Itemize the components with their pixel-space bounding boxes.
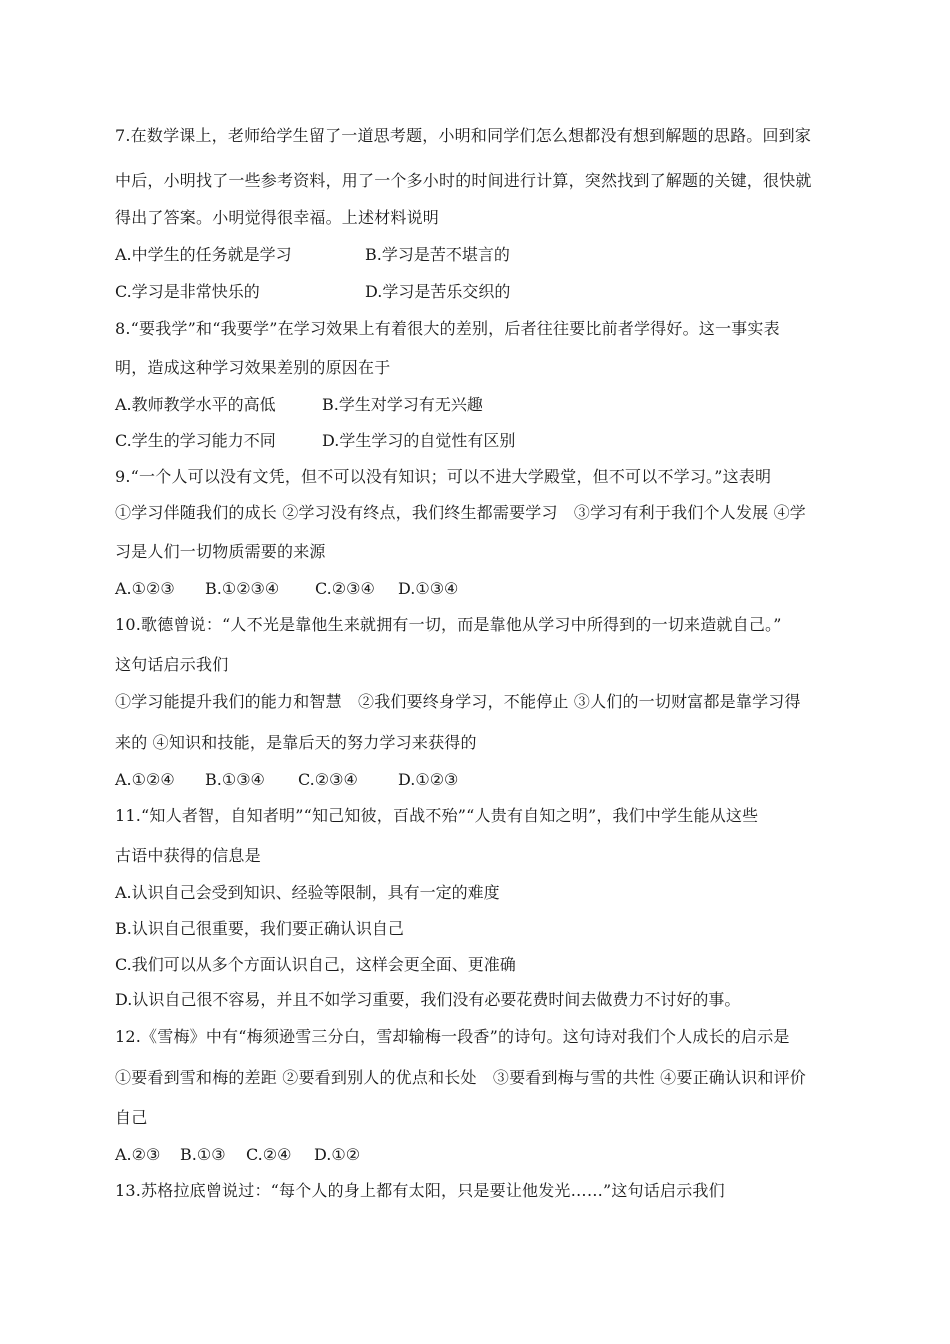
q10-stem-line-1: 10.歌德曾说：“人不光是靠他生来就拥有一切，而是靠他从学习中所得到的一切来造就自己。”: [115, 615, 782, 634]
q9-option-b: B.①②③④: [205, 579, 280, 598]
q7-option-b: B.学习是苦不堪言的: [365, 245, 510, 264]
q7-stem-line-3: 得出了答案。小明觉得很幸福。上述材料说明: [115, 208, 440, 227]
q10-stem-line-2: 这句话启示我们: [115, 655, 229, 674]
q10-option-b: B.①③④: [205, 770, 265, 789]
q9-stem-line-3: 习是人们一切物质需要的来源: [115, 542, 326, 561]
q11-option-d: D.认识自己很不容易，并且不如学习重要，我们没有必要花费时间去做费力不讨好的事。: [115, 990, 741, 1009]
q10-stem-line-3: ①学习能提升我们的能力和智慧 ②我们要终身学习，不能停止 ③人们的一切财富都是靠学习得: [115, 692, 801, 711]
q8-option-c: C.学生的学习能力不同: [115, 431, 276, 450]
q12-stem-line-1: 12.《雪梅》中有“梅须逊雪三分白，雪却输梅一段香”的诗句。这句诗对我们个人成长的启示是: [115, 1027, 790, 1046]
q8-option-d: D.学生学习的自觉性有区别: [322, 431, 516, 450]
q12-option-d: D.①②: [314, 1145, 361, 1164]
q8-option-a: A.教师教学水平的高低: [115, 395, 276, 414]
q8-stem-line-2: 明，造成这种学习效果差别的原因在于: [115, 358, 391, 377]
q12-option-b: B.①③: [180, 1145, 226, 1164]
q10-option-a: A.①②④: [115, 770, 175, 789]
q12-option-c: C.②④: [246, 1145, 292, 1164]
q8-option-b: B.学生对学习有无兴趣: [322, 395, 483, 414]
q10-stem-line-4: 来的 ④知识和技能，是靠后天的努力学习来获得的: [115, 733, 477, 752]
q7-stem-line-1: 7.在数学课上，老师给学生留了一道思考题，小明和同学们怎么想都没有想到解题的思路。回到家: [115, 126, 812, 145]
q12-stem-line-2: ①要看到雪和梅的差距 ②要看到别人的优点和长处 ③要看到梅与雪的共性 ④要正确认识和评价: [115, 1068, 806, 1087]
q10-option-c: C.②③④: [298, 770, 358, 789]
q9-option-a: A.①②③: [115, 579, 175, 598]
q9-stem-line-1: 9.“一个人可以没有文凭，但不可以没有知识；可以不进大学殿堂，但不可以不学习。”这表明: [115, 467, 772, 486]
q11-option-c: C.我们可以从多个方面认识自己，这样会更全面、更准确: [115, 955, 516, 974]
q7-stem-line-2: 中后，小明找了一些参考资料，用了一个多小时的时间进行计算，突然找到了解题的关键，很快就: [115, 171, 812, 190]
q12-option-a: A.②③: [115, 1145, 161, 1164]
q10-option-d: D.①②③: [398, 770, 459, 789]
q7-option-c: C.学习是非常快乐的: [115, 282, 260, 301]
q8-stem-line-1: 8.“要我学”和“我要学”在学习效果上有着很大的差别，后者往往要比前者学得好。这一事实表: [115, 319, 780, 338]
q9-option-c: C.②③④: [315, 579, 375, 598]
q12-stem-line-3: 自己: [115, 1108, 148, 1127]
q9-option-d: D.①③④: [398, 579, 459, 598]
q13-stem-line-1: 13.苏格拉底曾说过：“每个人的身上都有太阳，只是要让他发光……”这句话启示我们: [115, 1181, 725, 1200]
q7-option-d: D.学习是苦乐交织的: [365, 282, 511, 301]
q7-option-a: A.中学生的任务就是学习: [115, 245, 292, 264]
q11-option-a: A.认识自己会受到知识、经验等限制，具有一定的难度: [115, 883, 500, 902]
q11-option-b: B.认识自己很重要，我们要正确认识自己: [115, 919, 404, 938]
q11-stem-line-1: 11.“知人者智，自知者明”“知己知彼，百战不殆”“人贵有自知之明”，我们中学生能从这些: [115, 806, 759, 825]
q9-stem-line-2: ①学习伴随我们的成长 ②学习没有终点，我们终生都需要学习 ③学习有利于我们个人发展 ④学: [115, 503, 806, 522]
q11-stem-line-2: 古语中获得的信息是: [115, 846, 261, 865]
